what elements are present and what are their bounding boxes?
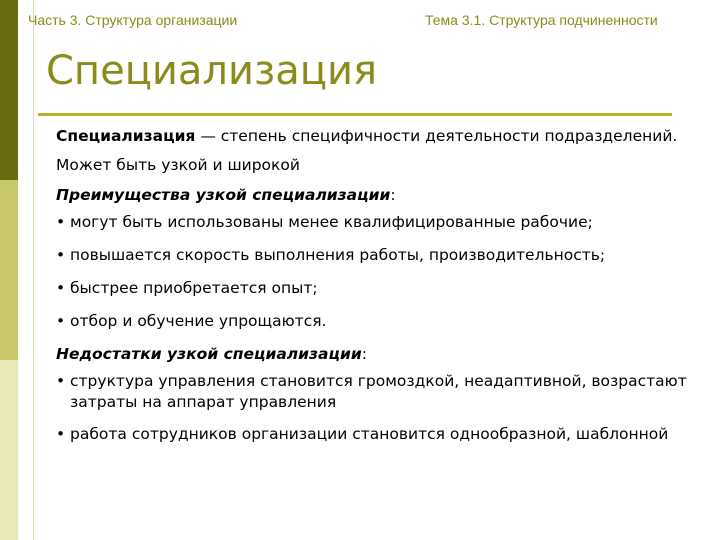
bullet-icon: • [56, 425, 66, 443]
bullet-icon: • [56, 312, 66, 330]
bullet-icon: • [56, 246, 66, 264]
advantage-item [56, 245, 706, 266]
definition [56, 126, 706, 147]
advantage-item-text: быстрее приобретается опыт; [70, 279, 318, 297]
disadvantages-colon: : [361, 345, 367, 363]
kind-text: Может быть узкой и широкой [56, 156, 300, 174]
disadvantages-heading [56, 344, 706, 365]
header-part: Часть 3. Структура организации [28, 12, 238, 28]
advantage-item [56, 278, 706, 299]
side-divider [33, 0, 34, 540]
advantage-item-text: могут быть использованы менее квалифицированные рабочие; [70, 213, 593, 231]
slide-title: Специализация [46, 48, 378, 94]
disadvantage-item [56, 424, 706, 445]
bullet-icon: • [56, 213, 66, 231]
advantage-item [56, 212, 706, 233]
slide-content [56, 126, 706, 456]
disadvantage-item-text: работа сотрудников организации становится однообразной, шаблонной [70, 425, 669, 443]
disadvantage-item [56, 371, 706, 413]
advantage-item-text: отбор и обучение упрощаются. [70, 312, 327, 330]
disadvantage-item-text: структура управления становится громоздкой, неадаптивной, возрастают затраты на аппарат управления [70, 372, 687, 411]
side-stripe-dark [0, 0, 18, 180]
side-stripe-light [0, 360, 18, 540]
advantage-item-text: повышается скорость выполнения работы, производительность; [70, 246, 606, 264]
advantages-heading-text: Преимущества узкой специализации [56, 186, 391, 204]
disadvantages-heading-text: Недостатки узкой специализации [56, 345, 362, 363]
bullet-icon: • [56, 279, 66, 297]
header-topic: Тема 3.1. Структура подчиненности [425, 12, 658, 28]
advantages-heading [56, 185, 706, 206]
definition-term: Специализация [56, 127, 196, 145]
advantage-item [56, 311, 706, 332]
definition-text: — степень специфичности деятельности подразделений. [195, 127, 678, 145]
advantages-colon: : [390, 186, 396, 204]
side-stripe-mid [0, 180, 18, 360]
title-underline [38, 113, 672, 116]
bullet-icon: • [56, 372, 66, 390]
